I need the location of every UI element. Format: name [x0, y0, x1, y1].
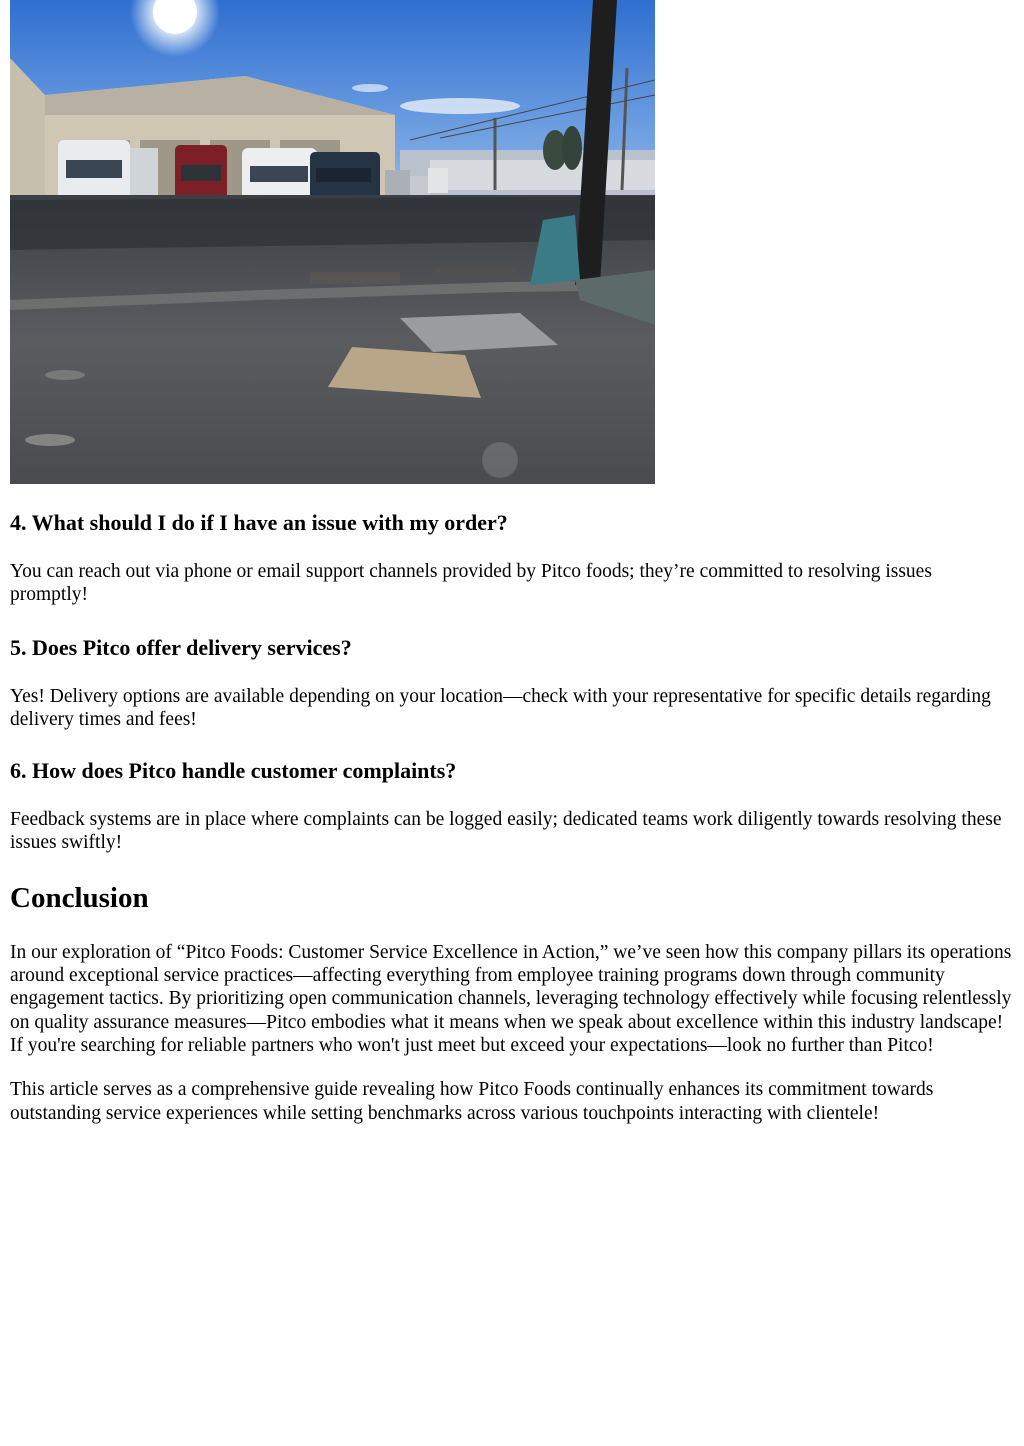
conclusion-paragraph: This article serves as a comprehensive guide revealing how Pitco Foods continually enhances its commitment towards outstanding service experiences while setting benchmarks across various touchpoints interacting with clientele!	[10, 1079, 934, 1124]
conclusion-heading: Conclusion	[10, 881, 149, 914]
faq-question-5: 5. Does Pitco offer delivery services?	[10, 634, 352, 660]
article-photo	[10, 0, 655, 484]
faq-answer-6: Feedback systems are in place where complaints can be logged easily; dedicated teams work diligently towards resolving these issues swiftly!	[10, 809, 1002, 854]
photo-icon	[10, 0, 655, 484]
article-content	[10, 0, 1014, 1125]
faq-question-4: 4. What should I do if I have an issue with my order?	[10, 510, 508, 535]
faq-question-6: 6. How does Pitco handle customer complaints?	[10, 758, 457, 784]
faq-answer-5: Yes! Delivery options are available depending on your location—check with your representative for specific details regarding delivery times and fees!	[10, 685, 991, 730]
faq-answer-4: You can reach out via phone or email support channels provided by Pitco foods; they’re committed to resolving issues promptly!	[10, 561, 932, 606]
conclusion-paragraph: In our exploration of “Pitco Foods: Customer Service Excellence in Action,” we’ve seen how this company pillars its operations around exceptional service practices—affecting everything from employee training programs down through community engagement tactics. By prioritizing open communication channels, leveraging technology effectively while focusing relentlessly on quality assurance measures—Pitco embodies what it means when we speak about excellence within this industry landscape! If you're searching for reliable partners who won't just meet but exceed your expectations—look no further than Pitco!	[10, 941, 1012, 1056]
